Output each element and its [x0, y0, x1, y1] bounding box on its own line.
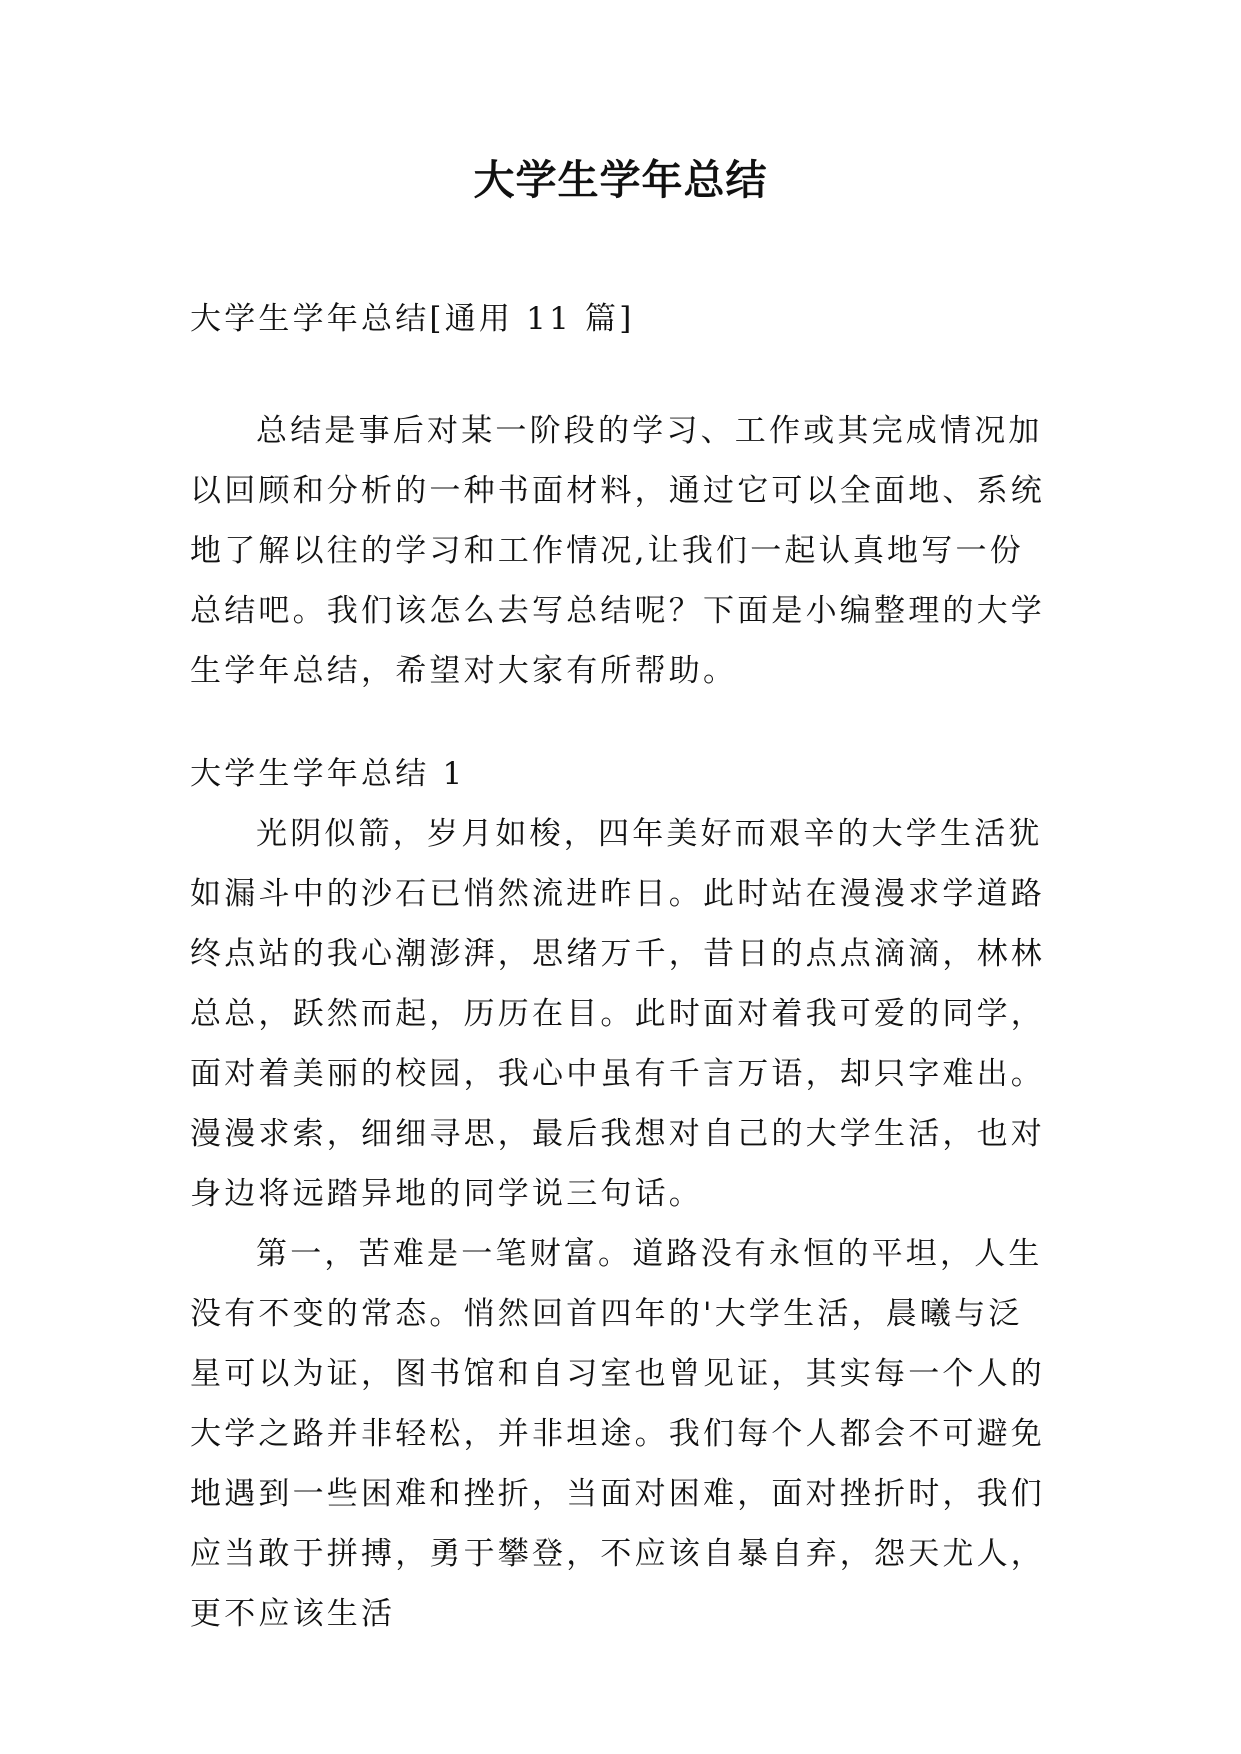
body-paragraph-1: 光阴似箭，岁月如梭，四年美好而艰辛的大学生活犹如漏斗中的沙石已悄然流进昨日。此时站在漫漫求学道路终点站的我心潮澎湃，思绪万千，昔日的点点滴滴，林林总总，跃然而起，历历在目。此时面对着我可爱的同学，面对着美丽的校园，我心中虽有千言万语，却只字难出。漫漫求索，细细寻思，最后我想对自己的大学生活，也对身边将远踏异地的同学说三句话。	[190, 816, 1045, 1212]
body-paragraph-2: 第一，苦难是一笔财富。道路没有永恒的平坦，人生没有不变的常态。悄然回首四年的'大学生活，晨曦与泛星可以为证，图书馆和自习室也曾见证，其实每一个人的大学之路并非轻松，并非坦途。我们每个人都会不可避免地遇到一些困难和挫折，当面对困难，面对挫折时，我们应当敢于拼搏，勇于攀登，不应该自暴自弃，怨天尤人，更不应该生活	[190, 1236, 1045, 1632]
section-heading: 大学生学年总结 1	[190, 756, 466, 792]
document-title: 大学生学年总结	[473, 156, 768, 204]
document-subtitle: 大学生学年总结[通用 11 篇]	[190, 301, 635, 337]
intro-paragraph: 总结是事后对某一阶段的学习、工作或其完成情况加以回顾和分析的一种书面材料，通过它可以全面地、系统地了解以往的学习和工作情况,让我们一起认真地写一份总结吧。我们该怎么去写总结呢？下面是小编整理的大学生学年总结，希望对大家有所帮助。	[190, 413, 1045, 689]
